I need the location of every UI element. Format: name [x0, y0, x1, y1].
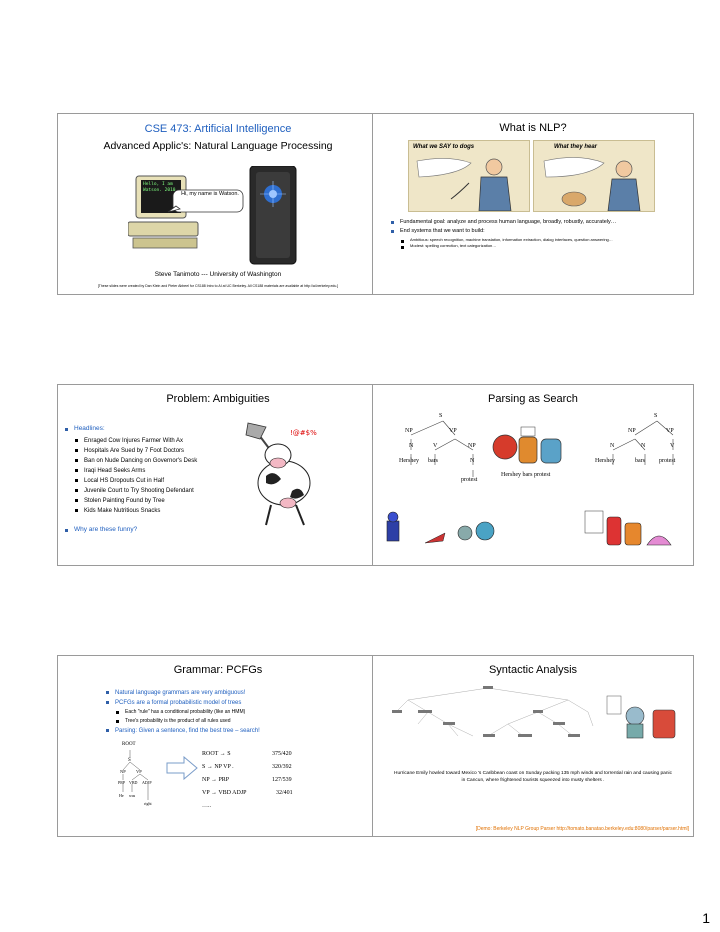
tree2-vp: VP: [666, 428, 674, 434]
slide-1-subtitle: Advanced Applic's: Natural Language Processing: [103, 140, 333, 152]
slide-5-bullet-parsing: [106, 726, 366, 736]
hurricane-sentence: Hurricane Emily howled toward Mexico 's Caribbean coast on Sunday packing 135 mph winds and torrential rain and causing panic in Cancun, where frightened tourists squeezed into musty shelters .: [394, 771, 672, 783]
svg-text:!@#$%: !@#$%: [290, 429, 317, 437]
slide-1: [57, 113, 379, 295]
subbullet-rule-prob: Each "rule" has a conditional probability (like an HMM): [116, 708, 366, 717]
headline-item: Hospitals Are Sued by 7 Foot Doctors: [75, 446, 235, 456]
question-list: [65, 526, 137, 533]
author: Steve Tanimoto --- University of Washington: [154, 271, 282, 278]
cartoon-dog-icon: [534, 141, 654, 211]
tree2-n2: N: [641, 443, 646, 449]
tree2-v: V: [670, 443, 675, 449]
tree1-n2: N: [470, 458, 475, 464]
pcfg-prp: PRP: [118, 780, 126, 785]
slide-2-bullets: [391, 218, 681, 236]
cartoon-left-caption: What we SAY to dogs: [413, 144, 475, 150]
headline-item: Kids Make Nutritious Snacks: [75, 506, 235, 516]
big-parse-tree: [388, 686, 598, 746]
parse-tree-1: [393, 413, 493, 493]
headline-item: Ban on Nude Dancing on Governor's Desk: [75, 456, 235, 466]
headlines-heading: Headlines:: [65, 425, 105, 432]
rule-row: [202, 787, 293, 800]
rule-text: …..: [202, 803, 211, 809]
tree1-root: S: [439, 413, 443, 419]
rule-text: S → NP VP .: [202, 764, 234, 770]
slide-2-title: What is NLP?: [499, 122, 567, 134]
slide-6-title: Syntactic Analysis: [488, 664, 578, 676]
cartoon-what-they-hear: [533, 140, 655, 212]
pcfg-root: ROOT: [122, 742, 136, 747]
pcfg-word-right: right: [144, 801, 152, 806]
bullet-ambiguous: Natural language grammars are very ambiguous!: [106, 688, 366, 698]
slide-3: [57, 384, 379, 566]
headline-item: Enraged Cow Injures Farmer With Ax: [75, 436, 235, 446]
cartoon-what-we-say: [408, 140, 530, 212]
rule-text: VP → VBD ADJP: [202, 790, 247, 796]
slide-5: [57, 655, 379, 837]
page-number: 1: [702, 910, 710, 926]
tree2-root: S: [654, 413, 658, 419]
rule-text: NP → PRP: [202, 777, 230, 783]
pcfg-rules: [202, 748, 293, 813]
tree1-word-hershey: Hershey: [399, 458, 419, 464]
search-robots-icon: [385, 503, 685, 553]
tree1-np: NP: [405, 428, 413, 434]
slide-6: [372, 655, 694, 837]
slide-5-subbullets: [116, 708, 366, 726]
pcfg-vp: VP: [136, 769, 142, 774]
pcfg-adjp: ADJP: [142, 780, 152, 785]
rule-prob: 32/401: [276, 790, 293, 796]
headline-item: Juvenile Court to Try Shooting Defendant: [75, 486, 235, 496]
tree2-n1: N: [610, 443, 615, 449]
enraged-cow-icon: [226, 421, 336, 531]
bullet-pcfg: PCFGs are a formal probabilistic model of trees: [106, 698, 366, 708]
cartoon-man-icon: [409, 141, 529, 211]
subbullet-modest: Modest: spelling correction, text categorization…: [401, 243, 671, 249]
watson-speech-bubble: Hi, my name is Watson.: [181, 191, 239, 197]
rule-row: [202, 748, 293, 761]
rule-prob: 127/539: [272, 777, 292, 783]
slide-1-title: CSE 473: Artificial Intelligence: [144, 123, 292, 135]
slide-5-title: Grammar: PCFGs: [173, 664, 263, 676]
headline-item: Local HS Dropouts Cut in Half: [75, 476, 235, 486]
tree2-word-hershey: Hershey: [595, 458, 615, 464]
screen-text: Hello, I am Watson. 2010: [143, 182, 176, 193]
cartoon-right-caption: What they hear: [554, 144, 598, 150]
bullet-parsing: Parsing: Given a sentence, find the best tree – search!: [106, 726, 366, 736]
headline-item: Iraqi Head Seeks Arms: [75, 466, 235, 476]
bullet-goal: Fundamental goal: analyze and process human language, broadly, robustly, accurately…: [391, 218, 681, 227]
rule-row: [202, 774, 293, 787]
tree1-word-bars: bars: [428, 458, 438, 464]
rule-text: ROOT → S: [202, 751, 231, 757]
credit-note: [These slides were created by Dan Klein and Pieter Abbeel for CS188 Intro to AI at UC Berkeley. All CS188 materials are available at http://ai.berkeley.edu.]: [97, 284, 339, 288]
subbullet-ambitious: Ambitious: speech recognition, machine translation, information extraction, dialog interfaces, question answering…: [401, 237, 671, 243]
tree1-v: V: [433, 443, 438, 449]
pcfg-np: NP: [120, 769, 126, 774]
rule-row: [202, 761, 293, 774]
headlines-heading-list: [65, 425, 105, 432]
subbullet-tree-prob: Tree's probability is the product of all rules used: [116, 717, 366, 726]
middle-phrase: Hershey bars protest: [501, 472, 551, 478]
why-funny-question: Why are these funny?: [65, 526, 137, 533]
tree2-word-protest: protest: [659, 458, 676, 464]
tree2-np: NP: [628, 428, 636, 434]
pcfg-word-he: He: [119, 793, 124, 798]
demo-link[interactable]: [Demo: Berkeley NLP Group Parser http://tomato.banatao.berkeley.edu:8080/parser/parser.html]: [475, 826, 689, 832]
headlines-list: [75, 436, 235, 516]
tree1-vp: VP: [449, 428, 457, 434]
rule-prob: 375/420: [272, 751, 292, 757]
slide-3-title: Problem: Ambiguities: [166, 393, 270, 405]
slide-2-subbullets: [401, 237, 671, 249]
tree1-n1: N: [409, 443, 414, 449]
headline-item: Stolen Painting Found by Tree: [75, 496, 235, 506]
bullet-end-systems: End systems that we want to build:: [391, 227, 681, 236]
pcfg-word-was: was: [129, 793, 136, 798]
slide-4: [372, 384, 694, 566]
rule-row: [202, 800, 293, 813]
tree1-np2: NP: [468, 443, 476, 449]
right-arrow-icon: [166, 756, 198, 780]
robots-icon: [491, 425, 567, 470]
tree1-word-protest: protest: [461, 477, 478, 483]
rule-prob: 320/392: [272, 764, 292, 770]
slide-5-bullets: [106, 688, 366, 708]
pcfg-s: S: [128, 758, 131, 763]
pcfg-vbd: VBD: [129, 780, 138, 785]
tree2-word-bars: bars: [635, 458, 645, 464]
computer-illustration: [128, 166, 318, 266]
slide-2: [372, 113, 694, 295]
slide-4-title: Parsing as Search: [488, 393, 578, 405]
robot-reading-icon: [601, 690, 681, 742]
